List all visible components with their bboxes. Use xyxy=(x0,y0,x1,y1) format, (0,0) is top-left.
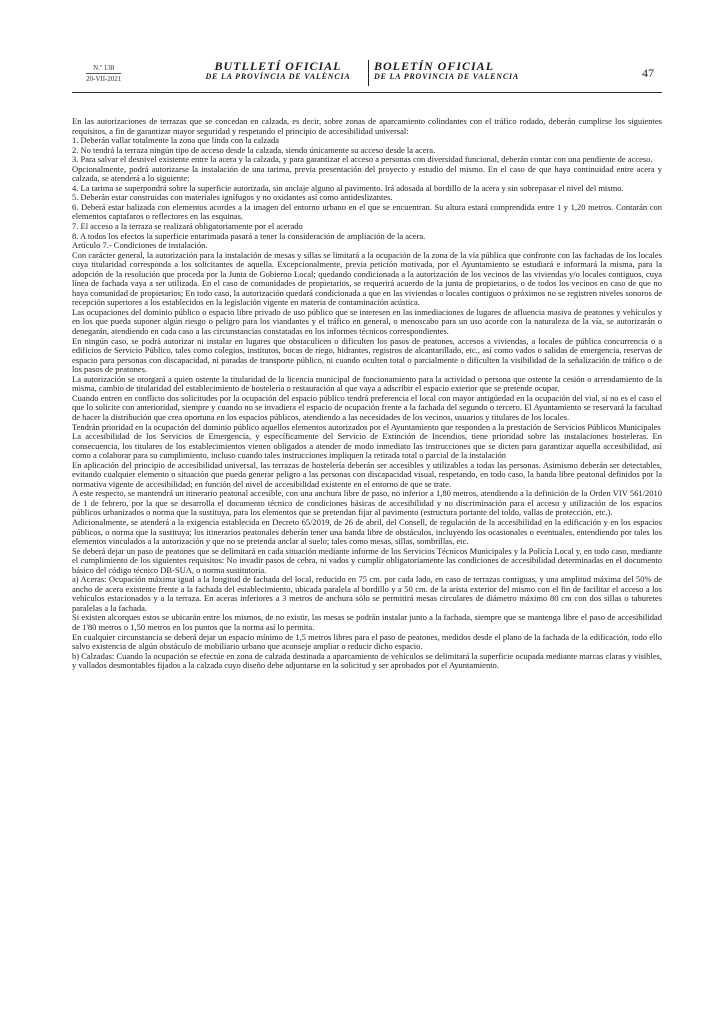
paragraph: Si existen alcorques estos se ubicarán entre los mismos, de no existir, las mesas se podrán instalar junto a la fachada, siempre que se mantenga libre el paso de accesibilidad de 1'80 metros o 1,50 metros en los puntos que la norma así lo permita. xyxy=(72,612,662,632)
issue-date: 20-VII-2021 xyxy=(86,75,122,83)
paragraph: En cualquier circunstancia se deberá dejar un espacio mínimo de 1,5 metros libres para el paso de peatones, medidos desde el plano de la fachada de la edificación, todo ello salvo existencia de algún obstáculo de mobiliario urbano que aconseje ampliar o reducir dicho espacio. xyxy=(72,631,662,652)
title-spanish-main: BOLETÍN OFICIAL xyxy=(374,59,495,73)
paragraph: Tendrán prioridad en la ocupación del dominio público aquellos elementos autorizados por el Ayuntamiento que responden a la prestación de Servicios Públicos Municipales xyxy=(72,421,661,432)
paragraph: 3. Para salvar el desnivel existente entre la acera y la calzada, y para garantizar el acceso a personas con diversidad funcional, deberán contar con una pendiente de acceso. xyxy=(72,154,653,165)
paragraph: Se deberá dejar un paso de peatones que se delimitará en cada situación mediante informe de los Servicios Técnicos Municipales y la Policía Local y, en todo caso, mediante el cumplimiento de los siguientes requisitos: No invadir pasos de cebra, ni vados y cumplir obligatoriamente las condiciones de accesibilidad determinadas en el documento básico del código técnico DB-SUA, o norma sustitutoria. xyxy=(72,545,662,575)
title-valencian-main: BUTLLETÍ OFICIAL xyxy=(214,59,342,73)
paragraph: La autorización se otorgará a quien ostente la titularidad de la licencia municipal de funcionamiento para la actividad o persona que ostente la cesión o arrendamiento de la misma, cambio de titularidad del establecimiento de hostelería o restauración al que vaya a adscribir el espacio exterior que se pretende ocupar. xyxy=(72,373,662,394)
issue-info xyxy=(86,64,121,83)
paragraph: Artículo 7.- Condiciones de instalación. xyxy=(72,240,208,251)
paragraph: a) Aceras: Ocupación máxima igual a la longitud de fachada del local, reducido en 75 cm. por cada lado, en caso de terrazas contiguas, y una amplitud máxima del 50% de ancho de acera existente frente a la fachada del establecimiento, ubicada paralela al bordillo y a 50 cm. de la arista exterior del mismo con el fin de facilitar el acceso a los vehículos estacionados y a la terraza. En aceras inferiores a 3 metros de anchura sólo se permitirá mesas circulares de diámetro máximo 80 cm con dos sillas o taburetes paralelas a la fachada. xyxy=(72,574,662,613)
title-valencian-sub: DE LA PROVÍNCIA DE VALÈNCIA xyxy=(205,72,351,81)
title-spanish-sub: DE LA PROVINCIA DE VALENCIA xyxy=(374,72,520,81)
document-body xyxy=(72,117,662,671)
paragraph: 1. Deberán vallar totalmente la zona que linda con la calzada xyxy=(72,135,279,146)
paragraph: b) Calzadas: Cuando la ocupación se efectúe en zona de calzada destinada a aparcamiento de vehículos se delimitará la superficie ocupada mediante marcas claras y visibles, y vallados desmontables fijados a la calzada cuyo diseño debe adjuntarse en la solicitud y ser aprobados por el Ayuntamiento. xyxy=(72,650,662,671)
paragraph: En las autorizaciones de terrazas que se concedan en calzada, es decir, sobre zonas de aparcamiento colindantes con el tráfico rodado, deberán cumplirse los siguientes requisitos, a fin de garantizar mayor seguridad y respetando el principio de accesibilidad universal: xyxy=(72,116,662,136)
paragraph: 7. El acceso a la terraza se realizará obligatoriamente por el acerado xyxy=(72,221,303,232)
paragraph: En ningún caso, se podrá autorizar ni instalar en lugares que obstaculicen o dificulten los pasos de peatones, accesos a viviendas, a locales de pública concurrencia o a edificios de Servicio Público, tales como colegios, institutos, bocas de riego, hidrantes, registros de alcantarillado, etc., así como vados o salidas de emergencia, reservas de espacio para personas con discapacidad, ni paradas de transporte público, ni cuando oculten total o parcialmente o dificulten la visibilidad de la señalización de tráfico o de los pasos de peatones. xyxy=(72,335,662,375)
paragraph: 4. La tarima se superpondrá sobre la superficie autorizada, sin anclaje alguno al pavimento. Irá adosada al bordillo de la acera y sin sobrepasar el nivel del mismo. xyxy=(72,182,624,193)
paragraph: Con carácter general, la autorización para la instalación de mesas y sillas se limitará a la ocupación de la zona de la vía pública que confronte con las fachadas de los locales cuya titularidad corresponda a los solicitantes de aquella. Excepcionalmente, previa petición motivada, por el Ayuntamiento se estudiará e informará la misma, para la adopción de la resolución que proceda por la Junta de Gobierno Local; quedando condicionada a la autorización de los vecinos de las viviendas y/o locales contiguos, cuya línea de fachada vaya a ser utilizada. En el caso de comunidades de propietarios, se requerirá acuerdo de la junta de propietarios, o de todos los vecinos en caso de que no haya comunidad de propietarios; En todo caso, la autorización quedará condicionada a que en las viviendas o locales contiguos o próximos no se registren niveles sonoros de recepción superiores a los establecidos en la legislación vigente en materia de contaminación acústica. xyxy=(72,249,662,308)
header-rule xyxy=(72,92,662,93)
page-number: 47 xyxy=(642,66,654,80)
paragraph: Adicionalmente, se atenderá a la exigencia establecida en Decreto 65/2019, de 26 de abril, del Consell, de regulación de la accesibilidad en la edificación y en los espacios públicos, o norma que la sustituya; los itinerarios peatonales deberán tener una banda libre de obstáculos, incluyendo los ocasionales o eventuales, entendiendo por tales los elementos vinculados a la autorización y que no se pretenda anclar al suelo; tales como mesas, sillas, sombrillas, etc. xyxy=(72,516,662,547)
paragraph: La accesibilidad de los Servicios de Emergencia, y específicamente del Servicio de Extinción de Incendios, tiene prioridad sobre las instalaciones hosteleras. En consecuencia, los titulares de los establecimientos vienen obligados a atender de modo inmediato las instrucciones que se dicten para garantizar aquella accesibilidad, así como a colaborar para su cumplimiento, incluso cuando tales instrucciones impliquen la retirada total o parcial de la instalación xyxy=(72,431,662,461)
issue-number: N.º 138 xyxy=(86,64,121,74)
paragraph: En aplicación del principio de accesibilidad universal, las terrazas de hostelería deberán ser accesibles y utilizables a todas las personas. Asimismo deberán ser detectables, evitando cualquier elemento o situación que pueda generar peligro a las personas con discapacidad visual, respetando, en todo caso, la banda libre peatonal definidos por la normativa vigente de accesibilidad; en función del nivel de accesibilidad existente en el entorno de que se trate. xyxy=(72,459,662,489)
paragraph: A este respecto, se mantendrá un itinerario peatonal accesible, con una anchura libre de paso, no inferior a 1,80 metros, atendiendo a la definición de la Orden VIV 561/2010 de 1 de febrero, por la que se desarrolla el documento técnico de condiciones básicas de accesibilidad y no discriminación para el acceso y utilización de los espacios públicos urbanizados o norma que la sustituya, para los elementos que se pretendan fijar al pavimento (estructura portante del toldo, vallas de protección, etc.). xyxy=(72,488,662,518)
page-header xyxy=(72,58,662,90)
paragraph: 6. Deberá estar balizada con elementos acordes a la imagen del entorno urbano en el que se encuentran. Su altura estará comprendida entre 1 y 1,20 metros. Contarán con elementos captafaros o reflectores en las esquinas. xyxy=(72,201,662,222)
paragraph: Opcionalmente, podrá autorizarse la instalación de una tarima, previa presentación del proyecto y estudio del mismo. En el caso de que haya continuidad entre acera y calzada, se atenderá a lo siguiente: xyxy=(72,163,662,184)
paragraph: Las ocupaciones del dominio público o espacio libre privado de uso público que se interesen en las inmediaciones de lugares de afluencia masiva de peatones y vehículos y en los que pueda suponer algún riesgo o peligro para los viandantes y el tráfico en general, o menoscabo para un uso acorde con la naturaleza de la vía, se autorizarán o denegarán, atendiendo en cada caso a las circunstancias constatadas en los informes técnicos correspondientes. xyxy=(72,306,662,337)
title-valencian xyxy=(190,60,366,82)
paragraph: 2. No tendrá la terraza ningún tipo de acceso desde la calzada, siendo únicamente su acceso desde la acera. xyxy=(72,144,436,155)
title-spanish xyxy=(374,60,544,82)
paragraph: Cuando entren en conflicto dos solicitudes por la ocupación del espacio público tendrá preferencia el local con mayor antigüedad en la ocupación del vial, si no es el caso el que lo solicite con anterioridad, siempre y cuando no se invadiera el espacio de ocupación frente a la fachada del segundo o tercero. El Ayuntamiento se reservará la facultad de hacer la distribución que crea oportuna en los espacios públicos, atendiendo a las necesidades de los vecinos, usuarios y titulares de los locales. xyxy=(72,392,662,422)
paragraph: 8. A todos los efectos la superficie entarimada pasará a tener la consideración de ampliación de la acera. xyxy=(72,230,426,241)
paragraph: 5. Deberán estar construidas con materiales ignífugos y no oxidantes así como antideslizantes. xyxy=(72,192,393,203)
header-divider xyxy=(368,60,369,86)
